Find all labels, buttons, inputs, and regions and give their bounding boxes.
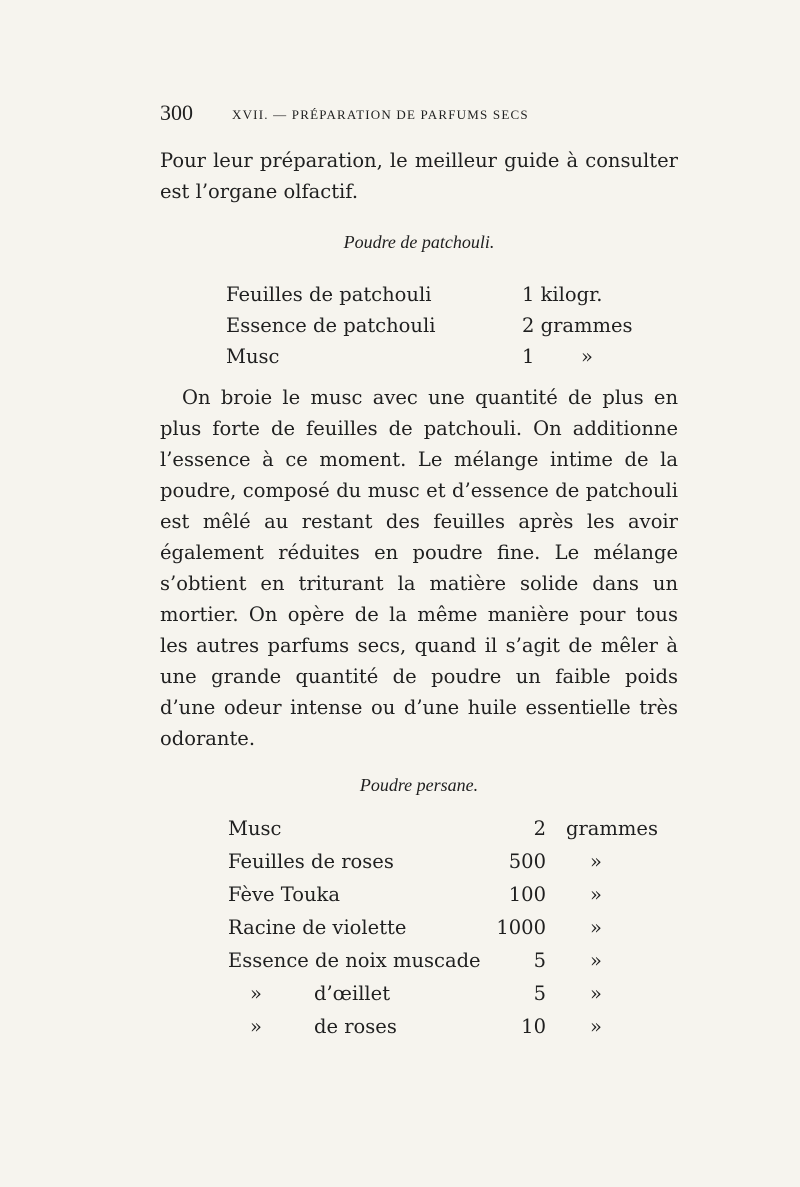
recipe-row <box>226 283 656 314</box>
ingredient-name: Musc <box>226 345 280 368</box>
section-title-persane: Poudre persane. <box>359 775 479 795</box>
ditto-mark: » <box>590 916 602 939</box>
running-head: XVII. — PRÉPARATION DE PARFUMS SECS <box>232 107 529 122</box>
ditto-mark: » <box>250 1015 262 1038</box>
recipe-row <box>226 982 656 1015</box>
ingredient-quantity: 1 <box>522 345 535 368</box>
ingredient-name: Feuilles de patchouli <box>226 283 432 306</box>
recipe-persane <box>226 817 656 1048</box>
recipe-row <box>226 1015 656 1048</box>
ingredient-name: Fève Touka <box>228 883 340 906</box>
recipe-row <box>226 817 656 850</box>
ditto-mark: » <box>581 345 593 368</box>
ingredient-amount: 5 <box>533 949 546 972</box>
section-title-patchouli: Poudre de patchouli. <box>343 232 495 252</box>
method-paragraph: On broie le musc avec une quantité de plus en plus forte de feuilles de patchouli. On additionne l’essence à ce moment. Le mélange intime de la poudre, composé du musc et d’essence de patchouli est mêlé au restant des feuilles après les avoir également réduites en poudre fine. Le mélange s’obtient en triturant la matière solide dans un mortier. On opère de la même manière pour tous les autres parfums secs, quand il s’agit de mêler à une grande quantité de poudre un faible poids d’une odeur intense ou d’une huile essentielle très odorante. <box>160 386 678 750</box>
ingredient-name: de roses <box>314 1015 397 1038</box>
recipe-row <box>226 850 656 883</box>
ingredient-unit: grammes <box>566 817 658 840</box>
recipe-row <box>226 345 656 376</box>
ingredient-amount: 1000 <box>496 916 546 939</box>
ingredient-name: Essence de noix muscade <box>228 949 481 972</box>
ingredient-name: Essence de patchouli <box>226 314 436 337</box>
ditto-mark: » <box>590 982 602 1005</box>
recipe-patchouli <box>226 283 656 376</box>
recipe-row <box>226 949 656 982</box>
ditto-mark: » <box>250 982 262 1005</box>
intro-paragraph: Pour leur préparation, le meilleur guide à consulter est l’organe olfactif. <box>160 149 678 203</box>
ingredient-amount: 2 <box>533 817 546 840</box>
ditto-mark: » <box>590 850 602 873</box>
ditto-mark: » <box>590 1015 602 1038</box>
ingredient-amount: 5 <box>533 982 546 1005</box>
page-number: 300 <box>160 100 193 125</box>
ingredient-amount: 500 <box>508 850 546 873</box>
ingredient-name: Racine de violette <box>228 916 407 939</box>
ingredient-name: Musc <box>228 817 282 840</box>
ditto-mark: » <box>590 949 602 972</box>
ingredient-name: d’œillet <box>314 982 391 1005</box>
recipe-row <box>226 314 656 345</box>
ingredient-amount: 100 <box>508 883 546 906</box>
ingredient-name: Feuilles de roses <box>228 850 394 873</box>
ingredient-amount: 10 <box>521 1015 546 1038</box>
ditto-mark: » <box>590 883 602 906</box>
ingredient-quantity: 2 grammes <box>522 314 633 337</box>
recipe-row <box>226 883 656 916</box>
recipe-row <box>226 916 656 949</box>
page-header <box>160 100 680 130</box>
ingredient-quantity: 1 kilogr. <box>522 283 603 306</box>
